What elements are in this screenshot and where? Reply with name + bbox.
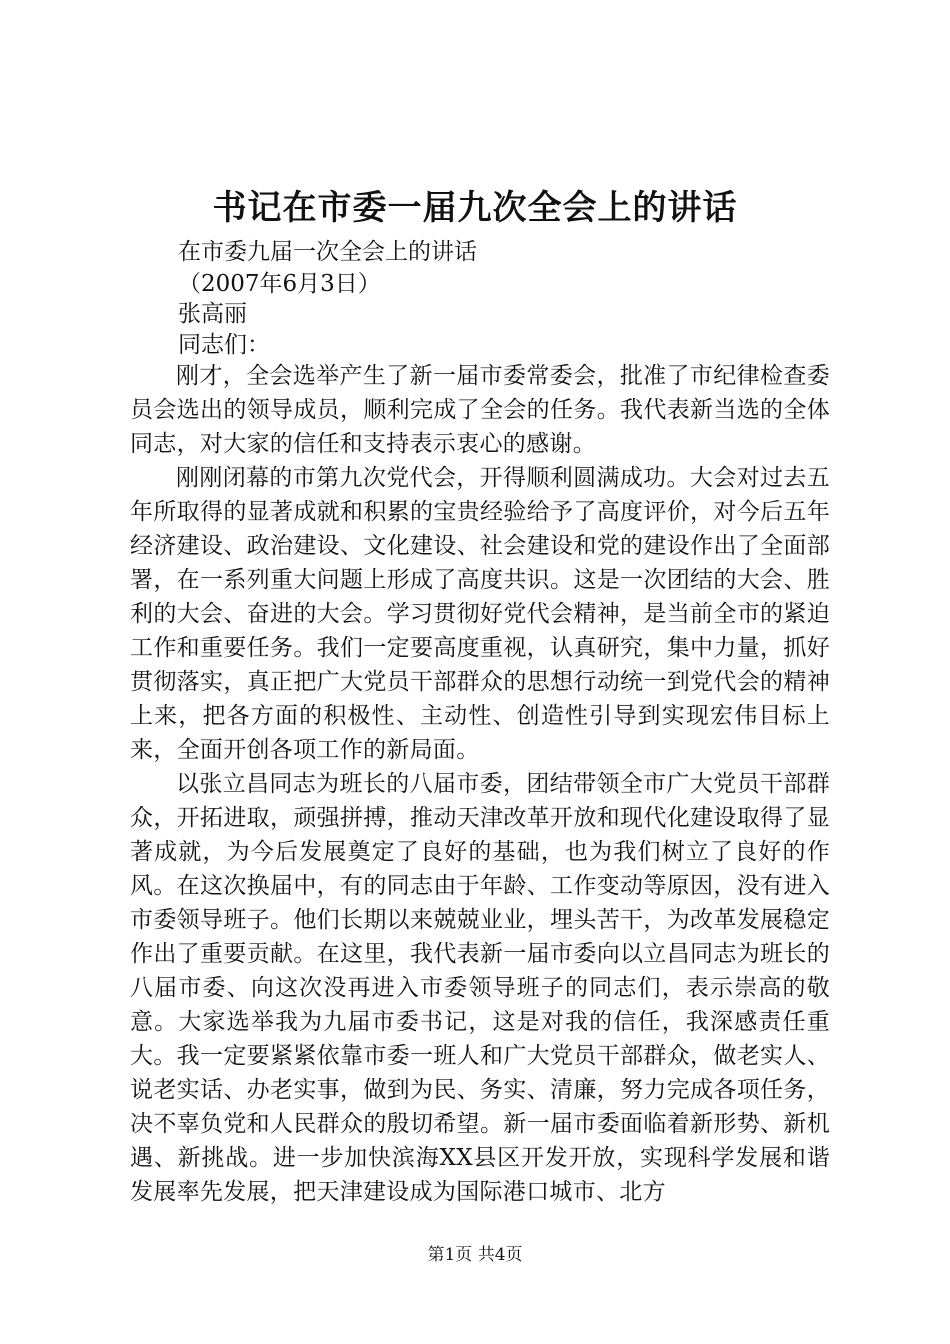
paragraph-1: 刚才，全会选举产生了新一届市委常委会，批准了市纪律检查委员会选出的领导成员，顺利完成了全会的任务。我代表新当选的全体同志，对大家的信任和支持表示衷心的感谢。 bbox=[130, 363, 830, 457]
paragraph-3: 以张立昌同志为班长的八届市委，团结带领全市广大党员干部群众，开拓进取，顽强拼搏，推动天津改革开放和现代化建设取得了显著成就，为今后发展奠定了良好的基础，也为我们树立了良好的作风。在这次换届中，有的同志由于年龄、工作变动等原因，没有进入市委领导班子。他们长期以来兢兢业业，埋头苦干，为改革发展稳定作出了重要贡献。在这里，我代表新一届市委向以立昌同志为班长的八届市委、向这次没再进入市委领导班子的同志们，表示崇高的敬意。大家选举我为九届市委书记，这是对我的信任，我深感责任重大。我一定要紧紧依靠市委一班人和广大党员干部群众，做老实人、说老实话、办老实事，做到为民、务实、清廉，努力完成各项任务，决不辜负党和人民群众的殷切希望。新一届市委面临着新形势、新机遇、新挑战。进一步加快滨海XX县区开发开放，实现科学发展和谐发展率先发展，把天津建设成为国际港口城市、北方 bbox=[130, 771, 830, 1205]
speech-subtitle: 在市委九届一次全会上的讲话 bbox=[178, 239, 477, 265]
document-title: 书记在市委一届九次全会上的讲话 bbox=[212, 188, 738, 228]
paragraph-2: 刚刚闭幕的市第九次党代会，开得顺利圆满成功。大会对过去五年所取得的显著成就和积累的宝贵经验给予了高度评价，对今后五年经济建设、政治建设、文化建设、社会建设和党的建设作出了全面部署，在一系列重大问题上形成了高度共识。这是一次团结的大会、胜利的大会、奋进的大会。学习贯彻好党代会精神，是当前全市的紧迫工作和重要任务。我们一定要高度重视，认真研究，集中力量，抓好贯彻落实，真正把广大党员干部群众的思想行动统一到党代会的精神上来，把各方面的积极性、主动性、创造性引导到实现宏伟目标上来，全面开创各项工作的新局面。 bbox=[130, 465, 830, 763]
speaker-name: 张高丽 bbox=[178, 301, 247, 327]
page-number-footer: 第1页 共4页 bbox=[427, 1245, 523, 1265]
salutation: 同志们： bbox=[178, 332, 270, 358]
document-body bbox=[130, 359, 830, 1209]
speech-date: （2007年6月3日） bbox=[178, 271, 381, 297]
